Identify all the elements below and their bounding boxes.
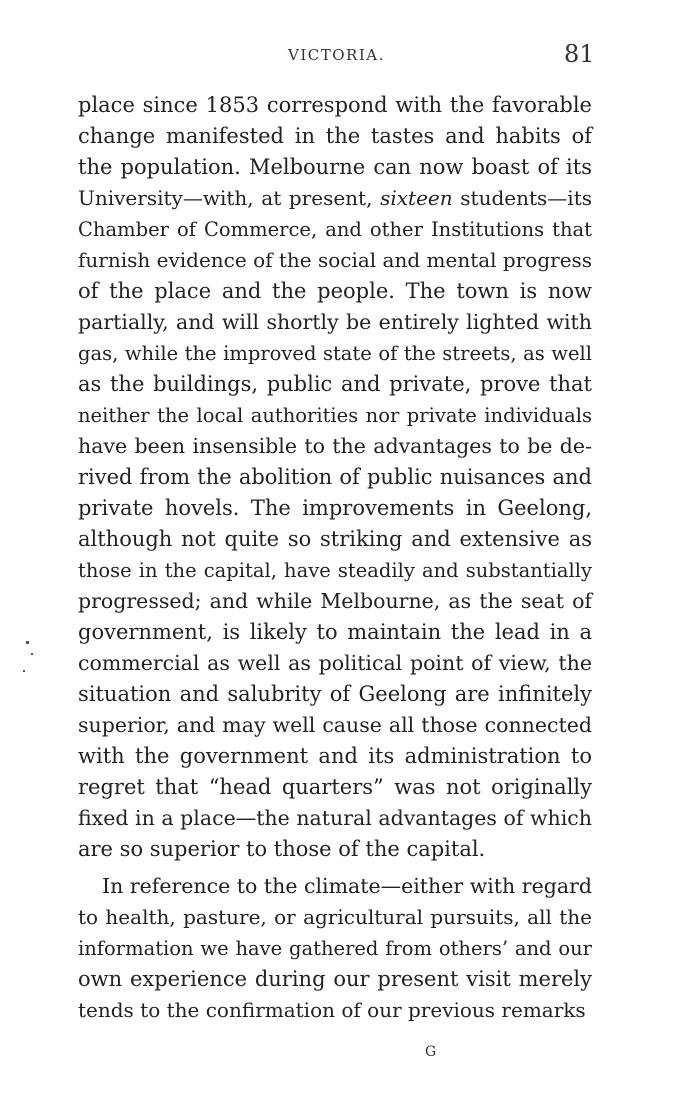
text-line: tends to the confirmation of our previous remarks [78, 998, 586, 1022]
text-line: In reference to the climate—either with regard [102, 874, 592, 898]
margin-speck [26, 641, 29, 644]
text-line: change manifested in the tastes and habits of [78, 124, 592, 148]
paragraph-1 [78, 90, 592, 865]
text-line: progressed; and while Melbourne, as the seat of [78, 589, 592, 613]
text-line: the population. Melbourne can now boast of its [78, 155, 592, 179]
text-line: of the place and the people. The town is now [78, 279, 592, 303]
text-line: furnish evidence of the social and mental progress [78, 248, 593, 272]
text-line: those in the capital, have steadily and substantially [78, 559, 592, 582]
margin-speck [31, 653, 33, 655]
text-line: although not quite so striking and extensive as [78, 527, 592, 551]
text-line: are so superior to those of the capital. [78, 837, 486, 861]
text-line: as the buildings, public and private, prove that [78, 372, 592, 396]
signature-mark: G [425, 1044, 437, 1060]
text-line: commercial as well as political point of view, the [78, 651, 592, 675]
margin-speck [23, 670, 25, 672]
text-run: students—its [452, 186, 592, 210]
text-line: partially, and will shortly be entirely lighted with [78, 310, 592, 334]
paragraph-2 [78, 871, 592, 1026]
page-number: 81 [564, 40, 595, 68]
text-line: private hovels. The improvements in Geelong, [78, 496, 592, 520]
text-line: situation and salubrity of Geelong are infinitely [78, 682, 592, 706]
text-line: place since 1853 correspond with the favorable [78, 93, 592, 117]
text-line: gas, while the improved state of the streets, as well [78, 342, 592, 365]
running-head: VICTORIA. [288, 46, 385, 64]
text-line: to health, pasture, or agricultural pursuits, all the [78, 905, 592, 929]
body-text [78, 90, 592, 1026]
text-line: own experience during our present visit merely [78, 967, 592, 991]
text-line: rived from the abolition of public nuisances and [78, 465, 592, 489]
italic-word: sixteen [380, 186, 453, 210]
text-line [78, 183, 592, 214]
text-line: fixed in a place—the natural advantages of which [78, 806, 592, 830]
text-line: have been insensible to the advantages to be de- [78, 434, 592, 458]
text-line: regret that “head quarters” was not originally [78, 775, 592, 799]
text-line: superior, and may well cause all those connected [78, 713, 592, 737]
text-run: University—with, at present, [78, 186, 381, 210]
text-line: information we have gathered from others’ and our [78, 937, 592, 960]
text-line: Chamber of Commerce, and other Institutions that [78, 218, 592, 241]
text-line: government, is likely to maintain the lead in a [78, 620, 592, 644]
text-line: neither the local authorities nor private individuals [78, 404, 592, 427]
text-line: with the government and its administration to [78, 744, 592, 768]
